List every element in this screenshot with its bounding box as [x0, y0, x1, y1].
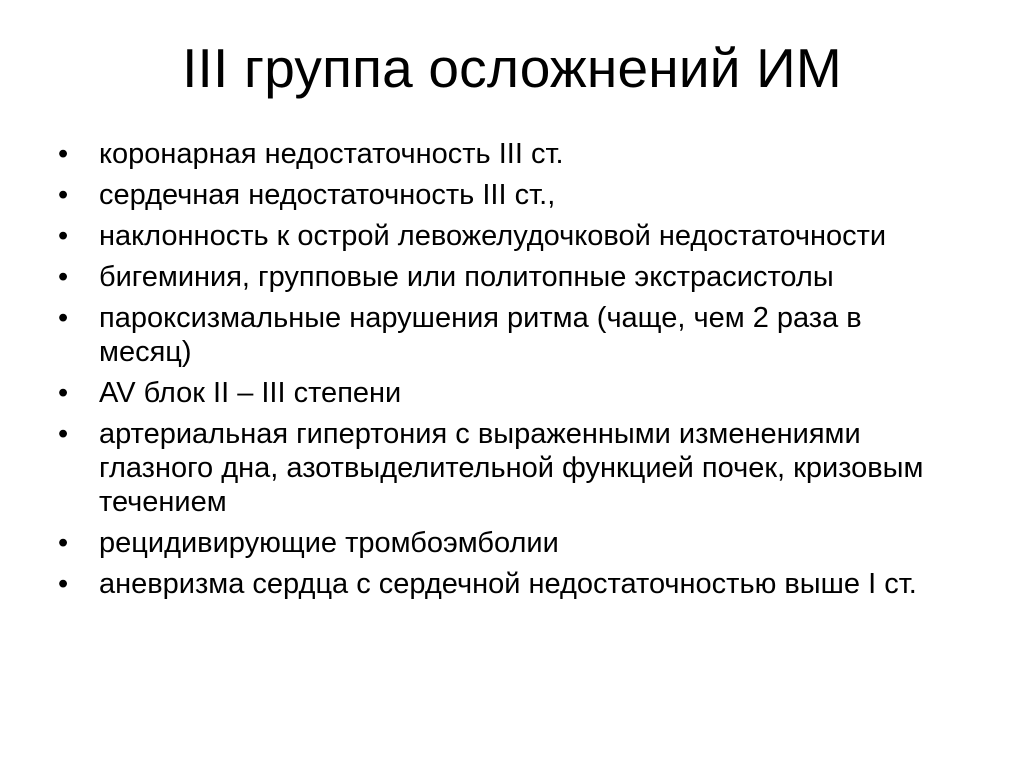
- bullet-icon: •: [58, 179, 69, 211]
- bullet-icon: •: [58, 261, 69, 293]
- bullet-icon: •: [58, 527, 69, 559]
- bullet-item: [58, 567, 958, 601]
- bullet-item: [58, 137, 958, 171]
- bullet-list: [58, 137, 958, 608]
- bullet-text: AV блок II – III степени: [99, 377, 402, 409]
- bullet-item: [58, 219, 958, 253]
- bullet-item: [58, 526, 958, 560]
- bullet-item: [58, 301, 958, 369]
- bullet-icon: •: [58, 568, 69, 600]
- bullet-item: [58, 417, 958, 519]
- bullet-text: сердечная недостаточность III ст.,: [99, 179, 556, 211]
- bullet-text: коронарная недостаточность III ст.: [99, 138, 564, 170]
- bullet-text: наклонность к острой левожелудочковой недостаточности: [99, 220, 887, 252]
- bullet-item: [58, 376, 958, 410]
- bullet-item: [58, 178, 958, 212]
- bullet-text: рецидивирующие тромбоэмболии: [99, 527, 559, 559]
- bullet-icon: •: [58, 138, 69, 170]
- bullet-item: [58, 260, 958, 294]
- bullet-icon: •: [58, 418, 69, 450]
- bullet-text: бигеминия, групповые или политопные экстрасистолы: [99, 261, 834, 293]
- bullet-text: артериальная гипертония с выраженными изменениями глазного дна, азотвыделительной функцией почек, кризовым течением: [99, 418, 924, 518]
- bullet-icon: •: [58, 377, 69, 409]
- bullet-text: пароксизмальные нарушения ритма (чаще, чем 2 раза в месяц): [99, 302, 862, 368]
- bullet-icon: •: [58, 302, 69, 334]
- slide-title: III группа осложнений ИМ: [182, 37, 842, 99]
- bullet-text: аневризма сердца с сердечной недостаточностью выше I ст.: [99, 568, 917, 600]
- bullet-icon: •: [58, 220, 69, 252]
